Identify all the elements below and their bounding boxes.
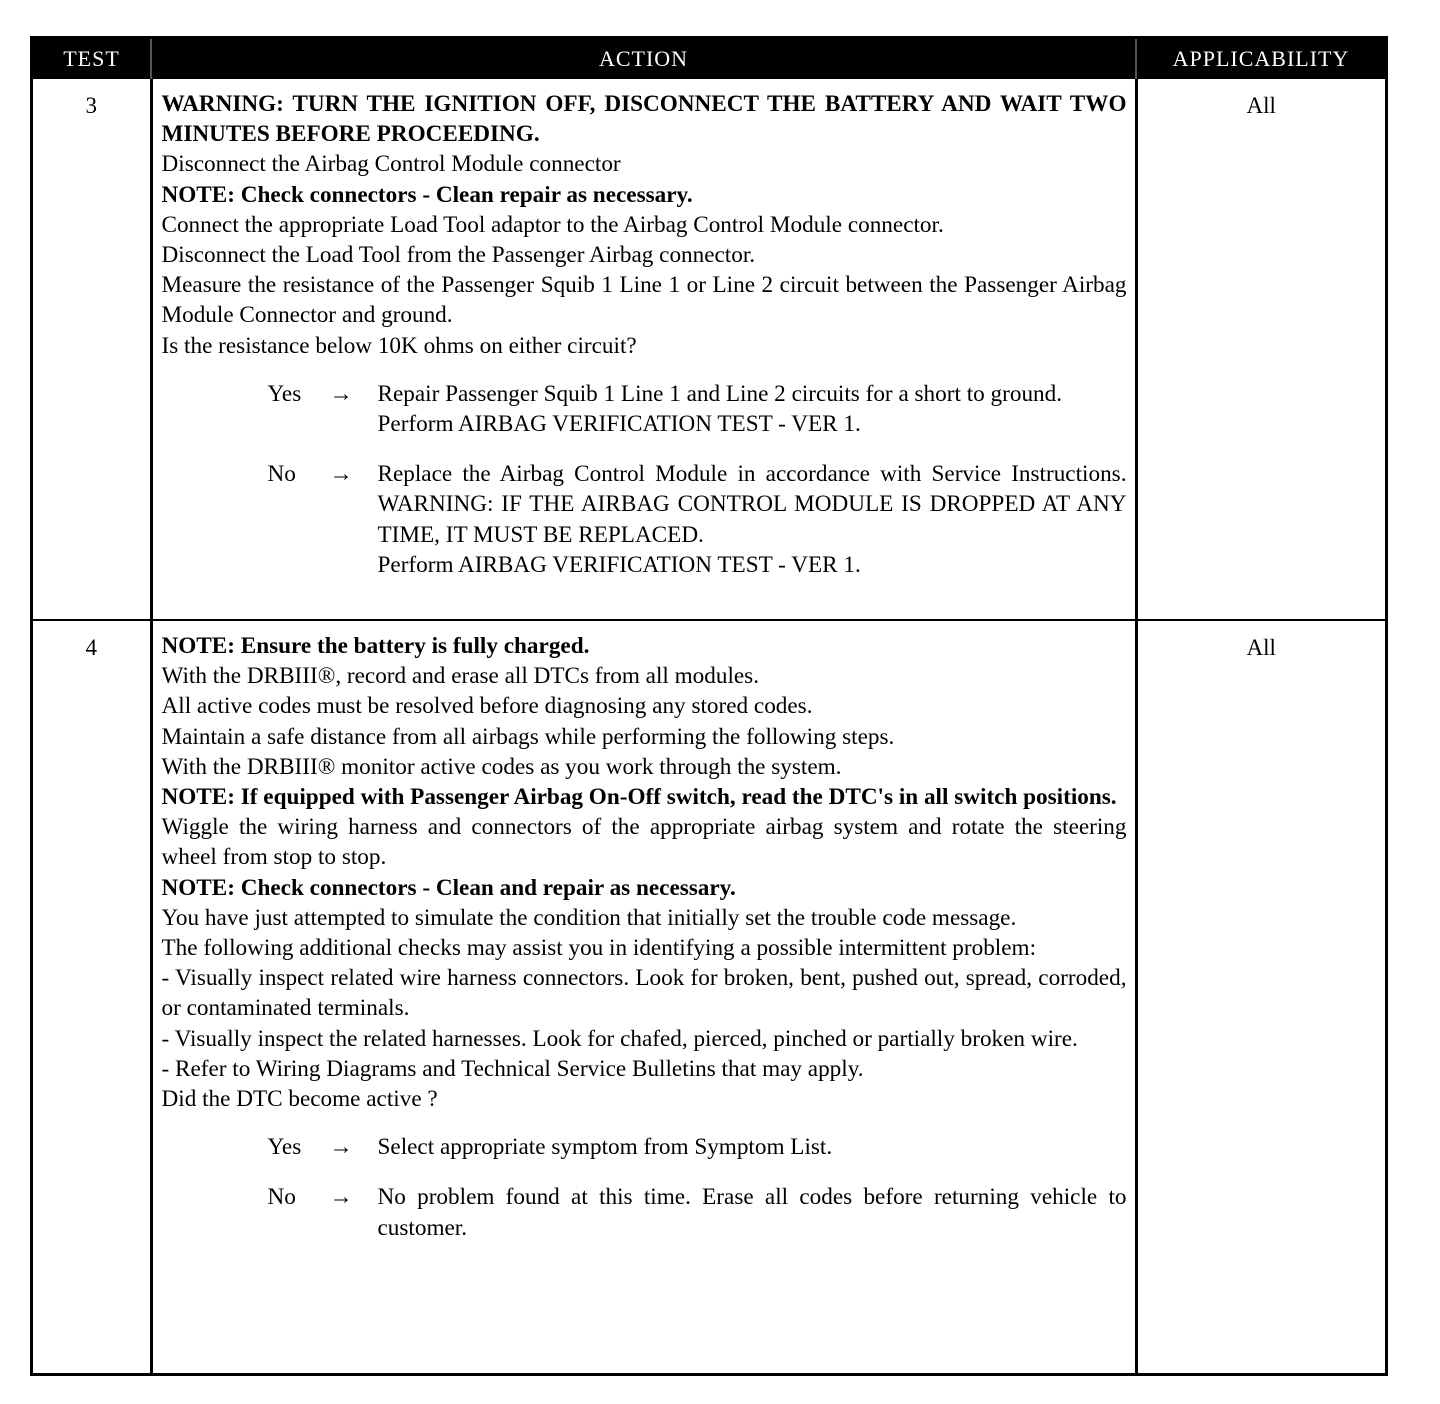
action-note: NOTE: Check connectors - Clean repair as necessary. bbox=[161, 181, 693, 208]
header-test: TEST bbox=[33, 39, 151, 79]
answer-line: Perform AIRBAG VERIFICATION TEST - VER 1. bbox=[377, 551, 861, 578]
answer-line: Select appropriate symptom from Symptom List. bbox=[377, 1134, 833, 1161]
table-row bbox=[33, 620, 1385, 1373]
answer-yes bbox=[162, 379, 1127, 439]
header-applicability: APPLICABILITY bbox=[1136, 39, 1385, 79]
arrow-right-icon: → bbox=[329, 1184, 353, 1211]
answer-text bbox=[378, 379, 1127, 439]
applicability-value: All bbox=[1136, 79, 1385, 620]
action-step: With the DRBIII® monitor active codes as you work through the system. bbox=[161, 753, 842, 780]
action-step: Did the DTC become active ? bbox=[161, 1086, 438, 1113]
answer-label: Yes bbox=[267, 380, 302, 407]
header-action: ACTION bbox=[151, 39, 1136, 79]
arrow-right-icon: → bbox=[329, 380, 353, 407]
answer-label: No bbox=[267, 461, 296, 488]
action-step: Disconnect the Load Tool from the Passenger Airbag connector. bbox=[161, 242, 756, 269]
action-step: - Visually inspect related wire harness connectors. Look for broken, bent, pushed out, spread, corroded, or contaminated terminals. bbox=[161, 965, 1127, 1022]
diagnostic-test-table bbox=[30, 36, 1388, 1376]
action-cell bbox=[151, 79, 1136, 620]
answer-line: Repair Passenger Squib 1 Line 1 and Line 2 circuits for a short to ground. bbox=[377, 380, 1063, 407]
action-step: Connect the appropriate Load Tool adaptor to the Airbag Control Module connector. bbox=[161, 211, 944, 238]
action-note: NOTE: Check connectors - Clean and repair as necessary. bbox=[161, 874, 736, 901]
action-step: Wiggle the wiring harness and connectors of the appropriate airbag system and rotate the steering wheel from stop to stop. bbox=[161, 814, 1127, 871]
answer-no bbox=[162, 459, 1127, 580]
table-row bbox=[33, 79, 1385, 620]
answer-label: Yes bbox=[267, 1134, 302, 1161]
answer-text bbox=[378, 1132, 1127, 1162]
answer-list bbox=[162, 379, 1127, 580]
action-step: Maintain a safe distance from all airbags while performing the following steps. bbox=[161, 723, 895, 750]
arrow-right-icon: → bbox=[329, 1134, 353, 1161]
action-step: Is the resistance below 10K ohms on either circuit? bbox=[161, 332, 637, 359]
answer-line: Perform AIRBAG VERIFICATION TEST - VER 1. bbox=[377, 411, 861, 438]
test-number: 3 bbox=[33, 79, 151, 620]
action-note: NOTE: Ensure the battery is fully charged. bbox=[161, 633, 590, 659]
action-step: Measure the resistance of the Passenger Squib 1 Line 1 or Line 2 circuit between the Passenger Airbag Module Connector and ground. bbox=[161, 272, 1127, 329]
action-step: Disconnect the Airbag Control Module connector bbox=[161, 151, 621, 178]
answer-list bbox=[162, 1132, 1127, 1243]
answer-line: Replace the Airbag Control Module in accordance with Service Instructions. WARNING: IF THE AIRBAG CONTROL MODULE IS DROPPED AT ANY TIME, IT MUST BE REPLACED. bbox=[377, 461, 1127, 548]
arrow-right-icon: → bbox=[329, 461, 353, 488]
action-step: With the DRBIII®, record and erase all DTCs from all modules. bbox=[161, 663, 759, 690]
action-step: - Refer to Wiring Diagrams and Technical Service Bulletins that may apply. bbox=[161, 1055, 864, 1082]
applicability-value: All bbox=[1136, 620, 1385, 1373]
action-note: WARNING: TURN THE IGNITION OFF, DISCONNECT THE BATTERY AND WAIT TWO MINUTES BEFORE PROCEEDING. bbox=[161, 91, 1127, 148]
action-cell bbox=[151, 620, 1136, 1373]
action-step: The following additional checks may assist you in identifying a possible intermittent problem: bbox=[161, 935, 1037, 962]
test-table bbox=[33, 39, 1385, 1373]
answer-label: No bbox=[267, 1184, 296, 1211]
action-step: All active codes must be resolved before diagnosing any stored codes. bbox=[161, 693, 813, 720]
table-header-row bbox=[33, 39, 1385, 79]
answer-text bbox=[378, 1182, 1127, 1242]
answer-line: No problem found at this time. Erase all codes before returning vehicle to customer. bbox=[377, 1184, 1127, 1241]
answer-text bbox=[378, 459, 1127, 580]
action-step: - Visually inspect the related harnesses. Look for chafed, pierced, pinched or partially broken wire. bbox=[161, 1025, 1078, 1052]
answer-no bbox=[162, 1182, 1127, 1242]
test-number: 4 bbox=[33, 620, 151, 1373]
answer-yes bbox=[162, 1132, 1127, 1162]
action-step: You have just attempted to simulate the condition that initially set the trouble code message. bbox=[161, 904, 1017, 931]
action-note: NOTE: If equipped with Passenger Airbag On-Off switch, read the DTC's in all switch positions. bbox=[161, 784, 1117, 811]
